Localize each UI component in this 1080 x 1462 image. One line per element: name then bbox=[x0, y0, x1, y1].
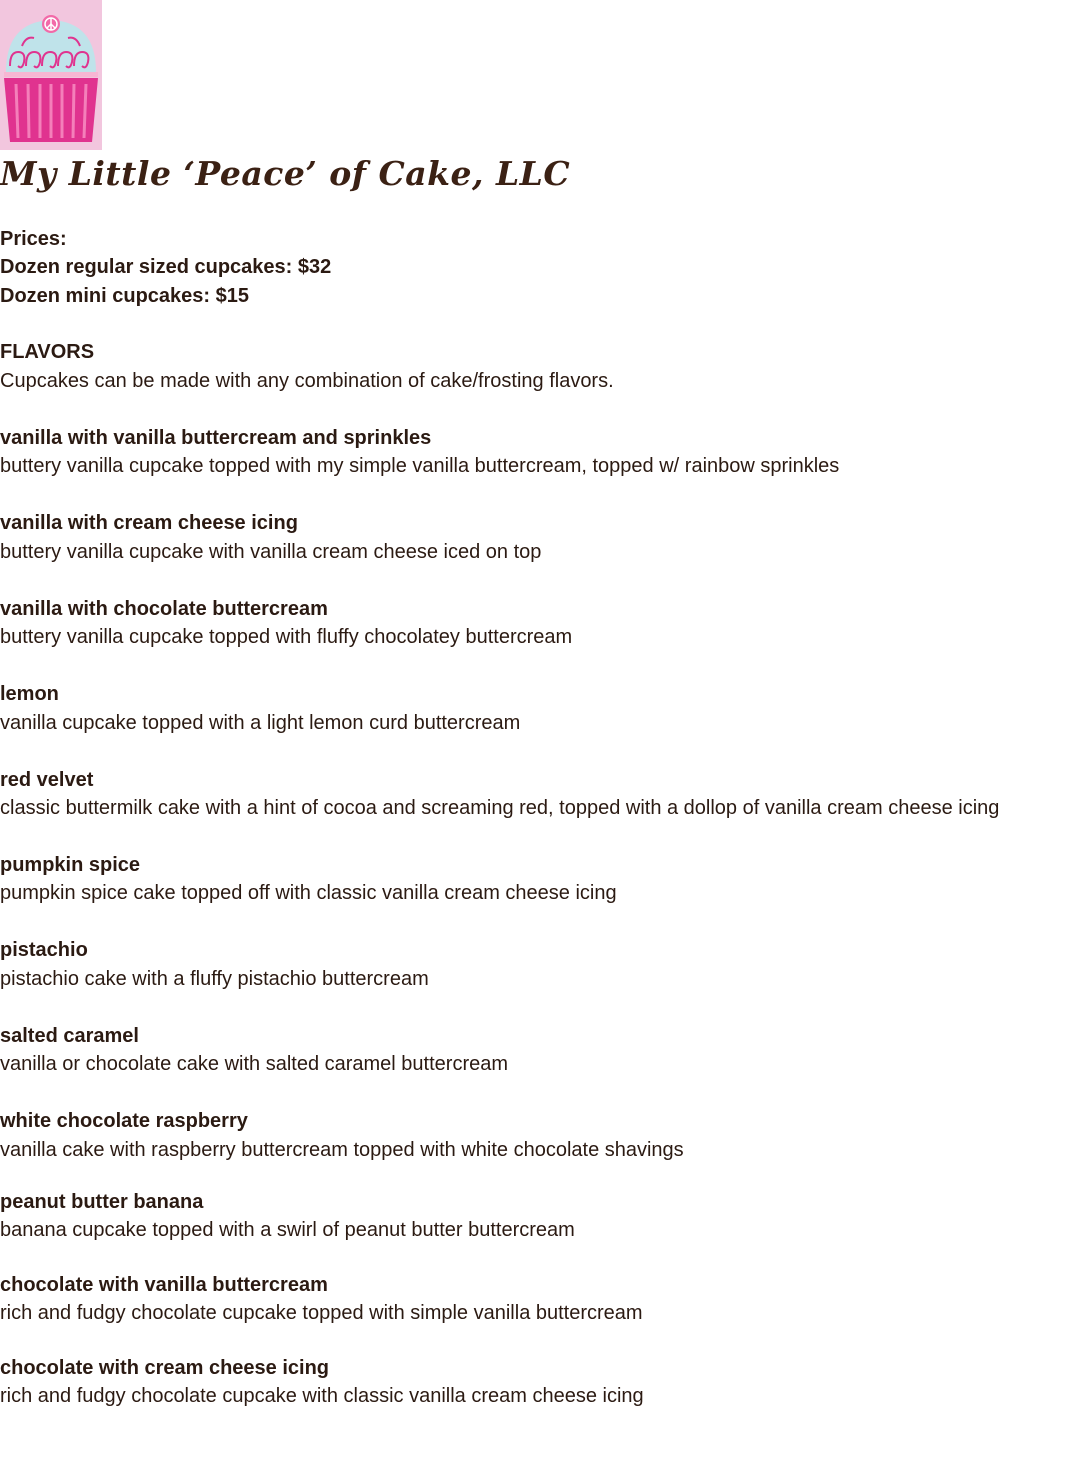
price-item-mini: Dozen mini cupcakes: $15 bbox=[0, 285, 249, 307]
flavor-description: vanilla cake with raspberry buttercream topped with white chocolate shavings bbox=[0, 1139, 684, 1161]
business-title: My Little ‘Peace’ of Cake, LLC bbox=[0, 154, 571, 193]
flavor-description: pistachio cake with a fluffy pistachio buttercream bbox=[0, 968, 429, 990]
cupcake-logo bbox=[0, 0, 102, 150]
flavor-name: chocolate with vanilla buttercream bbox=[0, 1274, 328, 1296]
flavor-description: classic buttermilk cake with a hint of cocoa and screaming red, topped with a dollop of vanilla cream cheese icing bbox=[0, 797, 1000, 819]
flavor-name: white chocolate raspberry bbox=[0, 1110, 248, 1132]
cupcake-with-peace-sign-icon bbox=[0, 0, 102, 150]
flavor-description: vanilla cupcake topped with a light lemon curd buttercream bbox=[0, 712, 521, 734]
flavor-name: lemon bbox=[0, 683, 59, 705]
flavors-heading: FLAVORS bbox=[0, 341, 95, 363]
flavor-name: peanut butter banana bbox=[0, 1191, 204, 1213]
flavor-name: red velvet bbox=[0, 769, 94, 791]
flavor-description: rich and fudgy chocolate cupcake topped with simple vanilla buttercream bbox=[0, 1302, 643, 1324]
flavor-description: vanilla or chocolate cake with salted caramel buttercream bbox=[0, 1053, 509, 1075]
flavor-description: buttery vanilla cupcake topped with fluffy chocolatey buttercream bbox=[0, 626, 573, 648]
flavor-description: pumpkin spice cake topped off with classic vanilla cream cheese icing bbox=[0, 882, 617, 904]
flavor-name: vanilla with cream cheese icing bbox=[0, 512, 298, 534]
flavor-name: chocolate with cream cheese icing bbox=[0, 1357, 330, 1379]
prices-heading: Prices: bbox=[0, 228, 67, 250]
flavor-description: buttery vanilla cupcake with vanilla cream cheese iced on top bbox=[0, 541, 542, 563]
flavor-description: banana cupcake topped with a swirl of peanut butter buttercream bbox=[0, 1219, 575, 1241]
flavor-description: buttery vanilla cupcake topped with my simple vanilla buttercream, topped w/ rainbow sprinkles bbox=[0, 455, 840, 477]
flavor-name: vanilla with vanilla buttercream and sprinkles bbox=[0, 427, 432, 449]
flavor-name: vanilla with chocolate buttercream bbox=[0, 598, 328, 620]
flavor-name: salted caramel bbox=[0, 1025, 139, 1047]
flavor-name: pistachio bbox=[0, 939, 88, 961]
flavor-name: pumpkin spice bbox=[0, 854, 141, 876]
flavor-description: rich and fudgy chocolate cupcake with classic vanilla cream cheese icing bbox=[0, 1385, 644, 1407]
flavors-intro: Cupcakes can be made with any combination of cake/frosting flavors. bbox=[0, 370, 614, 392]
price-item-regular: Dozen regular sized cupcakes: $32 bbox=[0, 256, 332, 278]
